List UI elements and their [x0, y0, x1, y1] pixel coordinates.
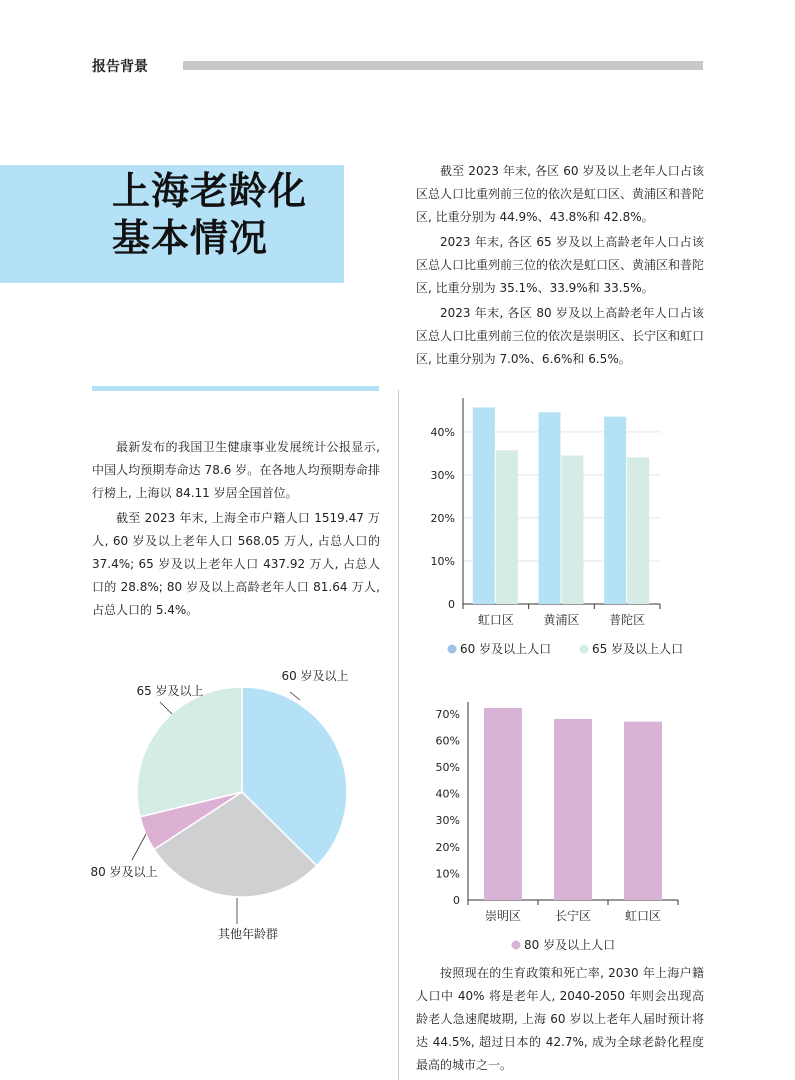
intro-text: [416, 160, 704, 373]
section-header: 报告背景: [92, 59, 148, 75]
x-tick-label: 普陀区: [609, 613, 646, 627]
x-tick-label: 长宁区: [554, 909, 592, 923]
page-title-line2: 基本情况: [112, 216, 269, 260]
y-tick-label: 50%: [435, 760, 460, 774]
bar: [484, 708, 522, 900]
bar: [473, 407, 495, 604]
pie-chart: [0, 650, 400, 950]
legend-label: 65 岁及以上人口: [592, 642, 684, 656]
bar: [539, 412, 561, 604]
intro-paragraph: 截至 2023 年末, 各区 60 岁及以上老年人口占该区总人口比重列前三位的依次是虹口区、黄浦区和普陀区, 比重分别为 44.9%、43.8%和 42.8%。: [416, 164, 705, 224]
pie-label: 65 岁及以上: [136, 684, 204, 698]
x-tick-label: 崇明区: [484, 909, 522, 923]
bottom-paragraph: 按照现在的生育政策和死亡率, 2030 年上海户籍人口中 40% 将是老年人, 2040-2050 年则会出现高龄老人急速爬坡期, 上海 60 岁以上老年人届时预计将达 44.5%, 超过日本的 42.7%, 成为全球老龄化程度最高的城市之一。: [416, 966, 704, 1072]
bar: [562, 456, 584, 604]
left-text: [92, 436, 380, 624]
left-paragraph: 截至 2023 年末, 上海全市户籍人口 1519.47 万人, 60 岁及以上老年人口 568.05 万人, 占总人口的 37.4%; 65 岁及以上老年人口 437.92 万人, 占总人口的 28.8%; 80 岁及以上高龄老年人口 81.64 万人, 占总人口的 5.4%。: [92, 511, 380, 617]
pie-label: 其他年龄群: [217, 927, 279, 941]
y-tick-label: 30%: [430, 468, 455, 482]
intro-paragraph: 2023 年末, 各区 80 岁及以上高龄老年人口占该区总人口比重列前三位的依次是崇明区、长宁区和虹口区, 比重分别为 7.0%、6.6%和 6.5%。: [416, 306, 705, 366]
x-tick-label: 虹口区: [624, 909, 662, 923]
y-tick-label: 20%: [430, 511, 455, 525]
y-tick-label: 40%: [430, 425, 455, 439]
bar-chart-age-80: [408, 692, 708, 962]
bottom-text: [416, 962, 704, 1079]
pie-label: 60 岁及以上: [281, 669, 349, 683]
bar: [554, 719, 592, 900]
y-tick-label: 60%: [435, 734, 460, 748]
y-tick-label: 30%: [435, 814, 460, 828]
left-paragraph: 最新发布的我国卫生健康事业发展统计公报显示, 中国人均预期寿命达 78.6 岁。在各地人均预期寿命排行榜上, 上海以 84.11 岁居全国首位。: [92, 440, 380, 500]
y-tick-label: 20%: [435, 840, 460, 854]
pie-label: 80 岁及以上: [90, 865, 158, 879]
intro-paragraph: 2023 年末, 各区 65 岁及以上高龄老年人口占该区总人口比重列前三位的依次是虹口区、黄浦区和普陀区, 比重分别为 35.1%、33.9%和 33.5%。: [416, 235, 705, 295]
page-title-line1: 上海老龄化: [112, 169, 308, 213]
legend-label: 60 岁及以上人口: [460, 642, 552, 656]
bar: [627, 457, 649, 604]
y-tick-label: 0: [448, 598, 455, 611]
y-tick-label: 40%: [435, 787, 460, 801]
bar: [624, 722, 662, 900]
pie-leader-line: [132, 834, 146, 860]
bar: [496, 450, 518, 604]
blue-divider: [92, 386, 379, 391]
y-tick-label: 0: [453, 894, 460, 907]
bar-chart-age-60-65: [408, 370, 708, 670]
x-tick-label: 虹口区: [477, 613, 514, 627]
y-tick-label: 70%: [435, 707, 460, 721]
page-title: [112, 168, 307, 262]
legend-marker: [448, 645, 457, 654]
bar: [604, 417, 626, 604]
x-tick-label: 黄浦区: [543, 613, 580, 627]
legend-label: 80 岁及以上人口: [524, 938, 616, 952]
pie-leader-line: [160, 702, 172, 714]
legend-marker: [580, 645, 589, 654]
legend-marker: [512, 941, 521, 950]
header-rule: [183, 61, 703, 70]
y-tick-label: 10%: [435, 867, 460, 881]
y-tick-label: 10%: [430, 554, 455, 568]
